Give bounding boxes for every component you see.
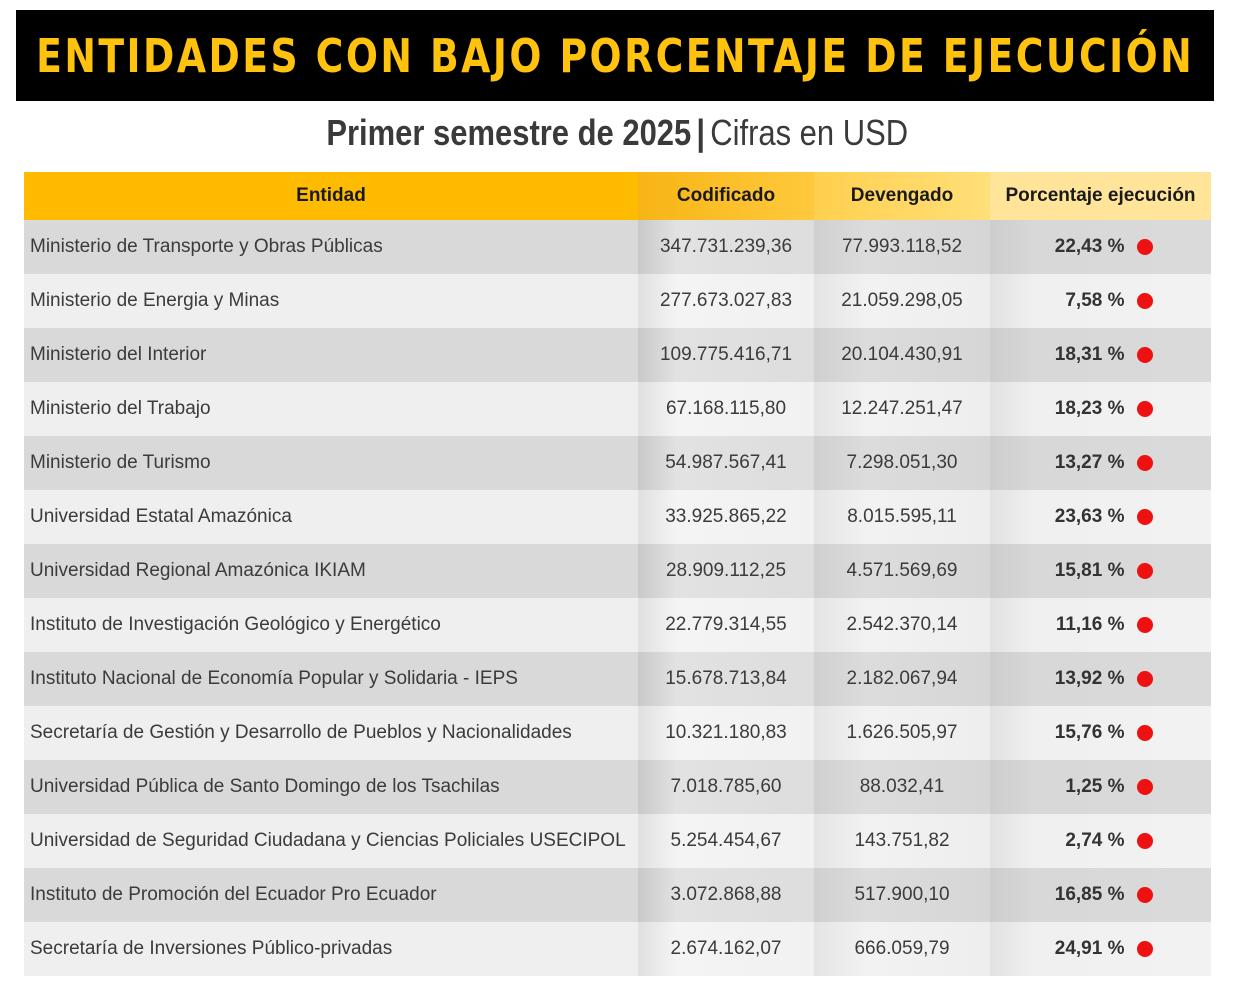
percentage-wrap xyxy=(1041,344,1161,366)
cell-codificado: 28.909.112,25 xyxy=(638,544,814,598)
percentage-wrap xyxy=(1041,722,1161,744)
percentage-value: 18,23 % xyxy=(1054,398,1125,419)
percentage-wrap xyxy=(1041,776,1161,798)
cell-entidad: Ministerio del Interior xyxy=(24,328,638,382)
column-header-devengado: Devengado xyxy=(814,172,990,220)
cell-codificado: 109.775.416,71 xyxy=(638,328,814,382)
table-row xyxy=(24,220,1211,274)
percentage-wrap xyxy=(1041,884,1161,906)
cell-entidad: Ministerio de Transporte y Obras Públicas xyxy=(24,220,638,274)
percentage-value: 24,91 % xyxy=(1054,938,1125,959)
cell-codificado: 5.254.454,67 xyxy=(638,814,814,868)
cell-entidad: Ministerio de Energia y Minas xyxy=(24,274,638,328)
cell-codificado: 2.674.162,07 xyxy=(638,922,814,976)
cell-devengado: 20.104.430,91 xyxy=(814,328,990,382)
table-row xyxy=(24,544,1211,598)
title-banner xyxy=(16,10,1214,101)
cell-porcentaje xyxy=(990,274,1211,328)
table-row xyxy=(24,490,1211,544)
cell-porcentaje xyxy=(990,328,1211,382)
cell-devengado: 12.247.251,47 xyxy=(814,382,990,436)
table-row xyxy=(24,598,1211,652)
cell-porcentaje xyxy=(990,436,1211,490)
cell-porcentaje xyxy=(990,598,1211,652)
percentage-wrap xyxy=(1041,452,1161,474)
percentage-value: 13,92 % xyxy=(1054,668,1125,689)
red-status-dot-icon xyxy=(1137,455,1153,471)
cell-codificado: 22.779.314,55 xyxy=(638,598,814,652)
red-status-dot-icon xyxy=(1137,833,1153,849)
cell-codificado: 33.925.865,22 xyxy=(638,490,814,544)
percentage-wrap xyxy=(1041,830,1161,852)
percentage-value: 23,63 % xyxy=(1054,506,1125,527)
red-status-dot-icon xyxy=(1137,509,1153,525)
subtitle-period: Primer semestre de 2025 xyxy=(326,112,692,153)
cell-devengado: 77.993.118,52 xyxy=(814,220,990,274)
cell-devengado: 88.032,41 xyxy=(814,760,990,814)
subtitle-separator: | xyxy=(696,112,706,153)
table-row xyxy=(24,760,1211,814)
subtitle xyxy=(0,112,1235,154)
percentage-wrap xyxy=(1041,614,1161,636)
cell-entidad: Ministerio del Trabajo xyxy=(24,382,638,436)
table-row xyxy=(24,868,1211,922)
red-status-dot-icon xyxy=(1137,347,1153,363)
cell-devengado: 4.571.569,69 xyxy=(814,544,990,598)
cell-devengado: 21.059.298,05 xyxy=(814,274,990,328)
column-header-codificado: Codificado xyxy=(638,172,814,220)
percentage-value: 1,25 % xyxy=(1065,776,1125,797)
cell-porcentaje xyxy=(990,706,1211,760)
cell-devengado: 2.182.067,94 xyxy=(814,652,990,706)
cell-entidad: Instituto de Investigación Geológico y Energético xyxy=(24,598,638,652)
red-status-dot-icon xyxy=(1137,779,1153,795)
percentage-value: 7,58 % xyxy=(1065,290,1125,311)
red-status-dot-icon xyxy=(1137,887,1153,903)
column-header-porcentaje: Porcentaje ejecución xyxy=(990,172,1211,220)
table-row xyxy=(24,274,1211,328)
cell-porcentaje xyxy=(990,490,1211,544)
cell-porcentaje xyxy=(990,922,1211,976)
red-status-dot-icon xyxy=(1137,239,1153,255)
cell-entidad: Universidad Pública de Santo Domingo de los Tsachilas xyxy=(24,760,638,814)
cell-devengado: 143.751,82 xyxy=(814,814,990,868)
cell-entidad: Secretaría de Gestión y Desarrollo de Pueblos y Nacionalidades xyxy=(24,706,638,760)
percentage-value: 15,76 % xyxy=(1054,722,1125,743)
cell-entidad: Universidad Regional Amazónica IKIAM xyxy=(24,544,638,598)
cell-porcentaje xyxy=(990,382,1211,436)
percentage-value: 18,31 % xyxy=(1054,344,1125,365)
table-row xyxy=(24,652,1211,706)
percentage-value: 16,85 % xyxy=(1054,884,1125,905)
cell-devengado: 1.626.505,97 xyxy=(814,706,990,760)
execution-table xyxy=(24,172,1211,976)
cell-codificado: 67.168.115,80 xyxy=(638,382,814,436)
table-row xyxy=(24,922,1211,976)
table-row xyxy=(24,328,1211,382)
percentage-value: 2,74 % xyxy=(1065,830,1125,851)
cell-porcentaje xyxy=(990,814,1211,868)
percentage-wrap xyxy=(1041,506,1161,528)
cell-devengado: 666.059,79 xyxy=(814,922,990,976)
cell-entidad: Instituto de Promoción del Ecuador Pro Ecuador xyxy=(24,868,638,922)
cell-devengado: 7.298.051,30 xyxy=(814,436,990,490)
cell-codificado: 3.072.868,88 xyxy=(638,868,814,922)
cell-entidad: Universidad de Seguridad Ciudadana y Ciencias Policiales USECIPOL xyxy=(24,814,638,868)
cell-devengado: 2.542.370,14 xyxy=(814,598,990,652)
table-header xyxy=(24,172,1211,220)
percentage-value: 15,81 % xyxy=(1054,560,1125,581)
cell-porcentaje xyxy=(990,544,1211,598)
cell-porcentaje xyxy=(990,652,1211,706)
cell-devengado: 8.015.595,11 xyxy=(814,490,990,544)
percentage-value: 11,16 % xyxy=(1055,614,1125,635)
cell-entidad: Universidad Estatal Amazónica xyxy=(24,490,638,544)
percentage-wrap xyxy=(1041,236,1161,258)
subtitle-text xyxy=(327,112,909,154)
percentage-wrap xyxy=(1041,560,1161,582)
cell-porcentaje xyxy=(990,868,1211,922)
table-row xyxy=(24,706,1211,760)
percentage-wrap xyxy=(1041,938,1161,960)
cell-porcentaje xyxy=(990,760,1211,814)
cell-porcentaje xyxy=(990,220,1211,274)
red-status-dot-icon xyxy=(1137,293,1153,309)
table-row xyxy=(24,382,1211,436)
red-status-dot-icon xyxy=(1137,941,1153,957)
cell-codificado: 10.321.180,83 xyxy=(638,706,814,760)
table-body xyxy=(24,220,1211,976)
cell-codificado: 7.018.785,60 xyxy=(638,760,814,814)
percentage-value: 13,27 % xyxy=(1054,452,1125,473)
red-status-dot-icon xyxy=(1137,725,1153,741)
cell-entidad: Secretaría de Inversiones Público-privadas xyxy=(24,922,638,976)
percentage-wrap xyxy=(1041,668,1161,690)
red-status-dot-icon xyxy=(1137,563,1153,579)
table-row xyxy=(24,814,1211,868)
red-status-dot-icon xyxy=(1137,671,1153,687)
percentage-wrap xyxy=(1041,290,1161,312)
percentage-wrap xyxy=(1041,398,1161,420)
subtitle-units: Cifras en USD xyxy=(710,112,909,153)
cell-codificado: 54.987.567,41 xyxy=(638,436,814,490)
red-status-dot-icon xyxy=(1137,401,1153,417)
percentage-value: 22,43 % xyxy=(1054,236,1125,257)
page-title: ENTIDADES CON BAJO PORCENTAJE DE EJECUCIÓN xyxy=(35,28,1195,83)
cell-devengado: 517.900,10 xyxy=(814,868,990,922)
cell-codificado: 347.731.239,36 xyxy=(638,220,814,274)
table-row xyxy=(24,436,1211,490)
column-header-entidad: Entidad xyxy=(24,172,638,220)
cell-entidad: Ministerio de Turismo xyxy=(24,436,638,490)
cell-entidad: Instituto Nacional de Economía Popular y Solidaria - IEPS xyxy=(24,652,638,706)
cell-codificado: 277.673.027,83 xyxy=(638,274,814,328)
red-status-dot-icon xyxy=(1137,617,1153,633)
cell-codificado: 15.678.713,84 xyxy=(638,652,814,706)
